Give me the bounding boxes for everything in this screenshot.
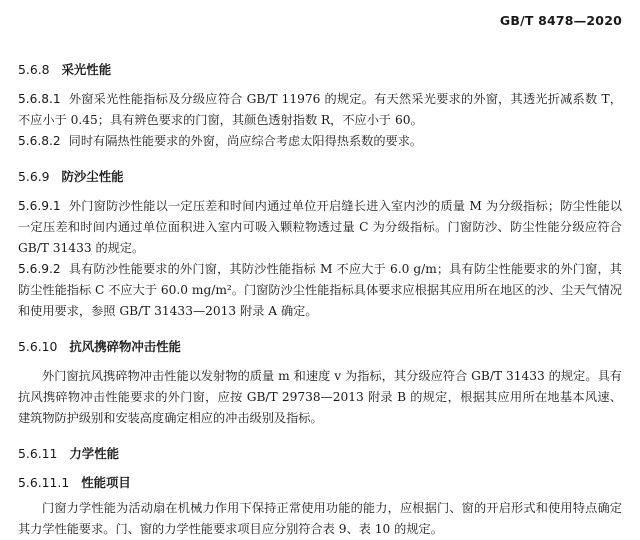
heading-number: 5.6.11 [18,446,58,461]
heading-5-6-10 [18,337,622,355]
clause-number: 5.6.9.1 [18,199,61,213]
heading-title: 抗风携碎物冲击性能 [69,339,181,354]
clause-5-6-8-2 [18,131,622,152]
clause-5-6-11-1-body: 门窗力学性能为活动扇在机械力作用下保持正常使用功能的能力，应根据门、窗的开启形式和使用特点确定其力学性能要求。门、窗的力学性能要求项目应分别符合表 9、表 10 的规定。 [18,501,622,536]
clause-text: 具有防沙性能要求的外门窗，其防沙性能指标 M 不应大于 6.0 g/m；具有防尘性能要求的外门窗，其防尘性能指标 C 不应大于 60.0 mg/m²。门窗防沙尘性能指标具体要求应根据其应用所在地区的沙、尘天气情况和使用要求，参照 GB/T 31433—2013 附录 A 确定。 [18,262,622,318]
heading-title: 性能项目 [81,475,131,490]
clause-5-6-9-1 [18,196,622,259]
clause-5-6-10-body: 外门窗抗风携碎物冲击性能以发射物的质量 m 和速度 v 为指标，其分级应符合 GB/T 31433 的规定。具有抗风携碎物冲击性能要求的外门窗，应按 GB/T 29738—2013 附录 B 的规定，根据其应用所在地基本风速、建筑物防护级别和安装高度确定相应的冲击级别及指标。 [18,369,622,425]
heading-title: 力学性能 [69,446,119,461]
clause-number: 5.6.9.2 [18,262,61,276]
clause-number: 5.6.8.1 [18,92,61,106]
clause-text: 外门窗防沙性能以一定压差和时间内通过单位开启缝长进入室内沙的质量 M 为分级指标；防尘性能以一定压差和时间内通过单位面积进入室内可吸入颗粒物透过量 C 为分级指标。门窗防沙、防尘性能分级应符合 GB/T 31433 的规定。 [18,199,622,255]
heading-title: 采光性能 [61,62,112,77]
heading-number: 5.6.8 [18,62,50,77]
heading-number: 5.6.11.1 [18,475,70,490]
heading-5-6-8 [18,60,622,78]
heading-number: 5.6.10 [18,339,58,354]
clause-text: 同时有隔热性能要求的外窗，尚应综合考虑太阳得热系数的要求。 [68,134,423,148]
clause-text: 外窗采光性能指标及分级应符合 GB/T 11976 的规定。有天然采光要求的外窗，其透光折减系数 T，不应小于 0.45；具有辨色要求的门窗，其颜色透射指数 R，不应小于 60。 [18,92,622,127]
clause-number: 5.6.8.2 [18,134,61,148]
clause-5-6-8-1 [18,89,622,131]
document-content [18,60,622,540]
standard-code: GB/T 8478—2020 [499,13,622,28]
clause-5-6-9-2 [18,259,622,322]
heading-5-6-11-1 [18,473,622,491]
heading-5-6-9 [18,167,622,185]
heading-title: 防沙尘性能 [61,169,124,184]
heading-number: 5.6.9 [18,169,50,184]
heading-5-6-11 [18,444,622,462]
